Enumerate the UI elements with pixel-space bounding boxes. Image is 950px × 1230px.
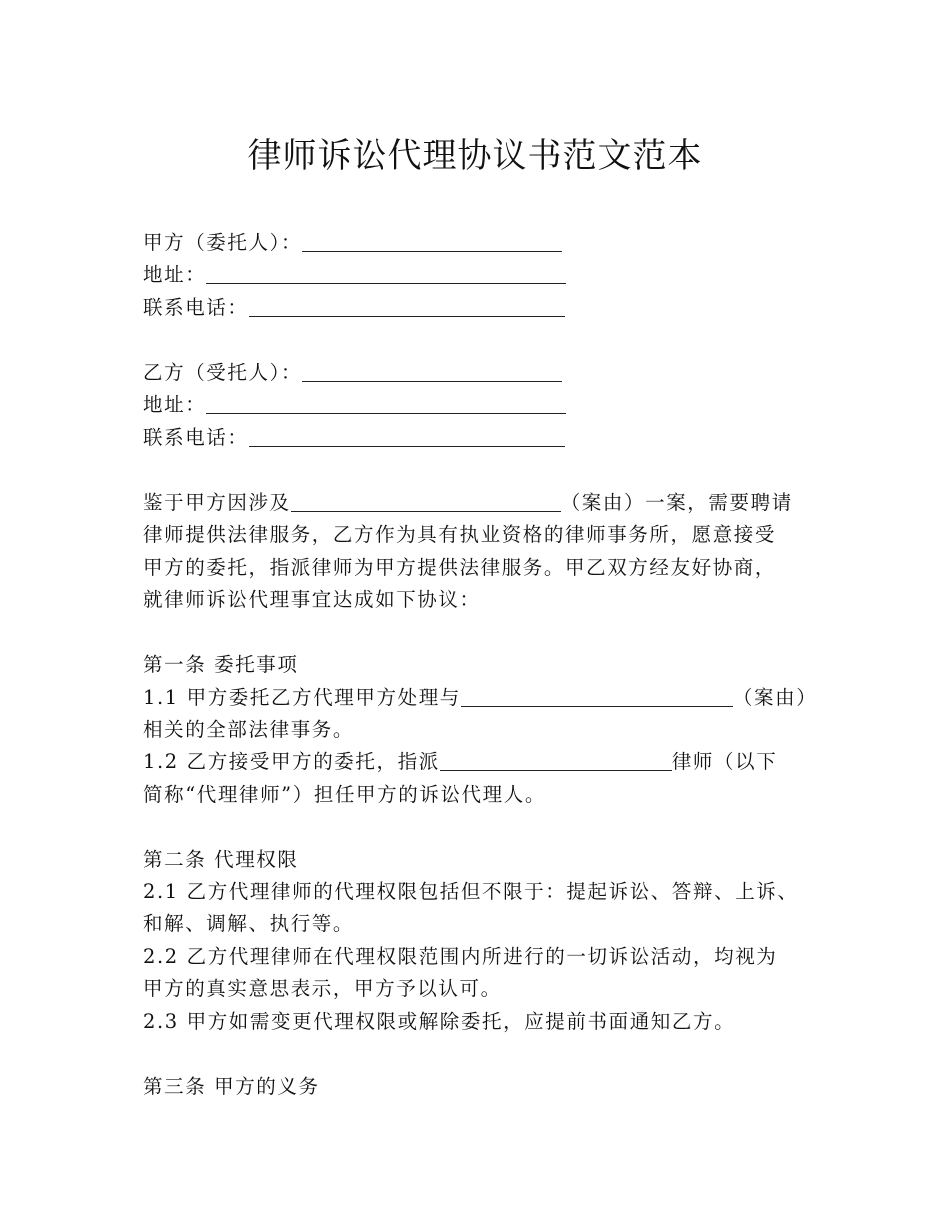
case-cause-blank xyxy=(461,686,733,707)
clause-2-1: 2.1 乙方代理律师的代理权限包括但不限于：提起诉讼、答辩、上诉、 xyxy=(143,880,799,903)
clause-1-2-cont: 简称“代理律师”）担任甲方的诉讼代理人。 xyxy=(143,783,546,806)
party-a-name-label: 甲方（委托人）： xyxy=(143,231,303,254)
article-2-heading: 第二条 代理权限 xyxy=(143,848,299,871)
party-b-name-label: 乙方（受托人）： xyxy=(143,361,303,384)
lawyer-name-blank xyxy=(440,750,672,771)
document-title: 律师诉讼代理协议书范文范本 xyxy=(247,136,703,176)
party-b-phone-label: 联系电话： xyxy=(143,426,249,449)
clause-2-1-cont: 和解、调解、执行等。 xyxy=(143,912,355,935)
preamble-line-2: 律师提供法律服务，乙方作为具有执业资格的律师事务所，愿意接受 xyxy=(143,523,777,546)
party-a-phone-blank xyxy=(249,296,565,317)
party-b-name-line xyxy=(143,359,562,387)
party-a-phone-label: 联系电话： xyxy=(143,296,249,319)
party-a-address-line xyxy=(143,261,566,289)
preamble-text: 鉴于甲方因涉及 xyxy=(143,491,291,514)
clause-2-3: 2.3 甲方如需变更代理权限或解除委托，应提前书面通知乙方。 xyxy=(143,1010,736,1033)
case-cause-blank xyxy=(291,491,561,512)
clause-1-1 xyxy=(143,684,817,712)
clause-1-1-cont: 相关的全部法律事务。 xyxy=(143,718,355,741)
party-b-name-blank xyxy=(302,361,562,382)
clause-text: 1.2 乙方接受甲方的委托，指派 xyxy=(143,750,440,773)
clause-1-2 xyxy=(143,748,777,776)
article-3-heading: 第三条 甲方的义务 xyxy=(143,1075,320,1098)
party-a-phone-line xyxy=(143,294,565,322)
party-b-address-line xyxy=(143,391,566,419)
party-b-phone-line xyxy=(143,424,565,452)
preamble-line-3: 甲方的委托，指派律师为甲方提供法律服务。甲乙双方经友好协商， xyxy=(143,556,777,579)
preamble-line-1 xyxy=(143,489,793,517)
party-a-address-blank xyxy=(206,263,566,284)
preamble-text: （案由）一案，需要聘请 xyxy=(560,491,793,514)
party-a-name-line xyxy=(143,229,562,257)
clause-text: 1.1 甲方委托乙方代理甲方处理与 xyxy=(143,686,461,709)
party-a-name-blank xyxy=(302,231,562,252)
article-1-heading: 第一条 委托事项 xyxy=(143,653,299,676)
party-b-phone-blank xyxy=(249,426,565,447)
clause-text: （案由） xyxy=(732,686,818,709)
preamble-line-4: 就律师诉讼代理事宜达成如下协议： xyxy=(143,588,481,611)
party-b-address-blank xyxy=(206,393,566,414)
party-a-address-label: 地址： xyxy=(143,263,207,286)
clause-2-2-cont: 甲方的真实意思表示，甲方予以认可。 xyxy=(143,977,502,1000)
clause-2-2: 2.2 乙方代理律师在代理权限范围内所进行的一切诉讼活动，均视为 xyxy=(143,945,778,968)
clause-text: 律师（以下 xyxy=(671,750,778,773)
party-b-address-label: 地址： xyxy=(143,393,207,416)
